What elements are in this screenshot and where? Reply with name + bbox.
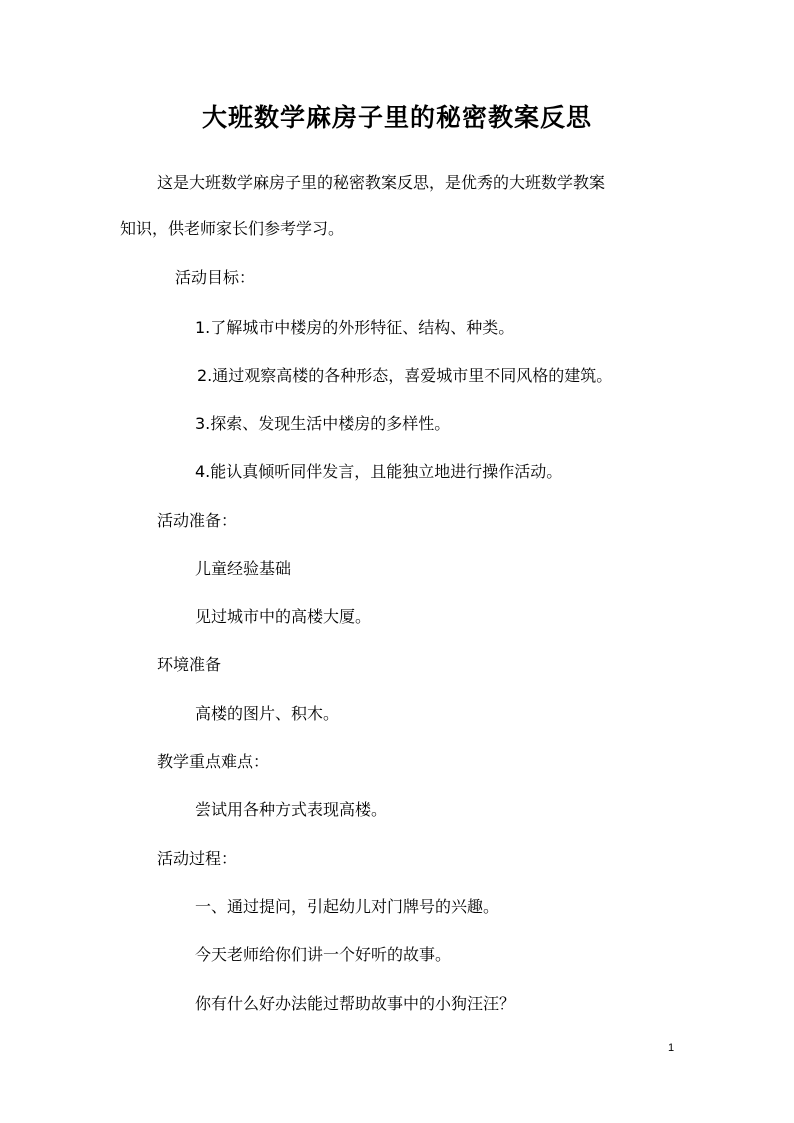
- page-number: 1: [668, 1042, 675, 1054]
- prep-environment-heading: 环境准备: [157, 655, 222, 674]
- section-heading-goals: 活动目标：: [175, 268, 256, 287]
- process-step-1: 一、通过提问，引起幼儿对门牌号的兴趣。: [195, 897, 500, 916]
- prep-environment-text: 高楼的图片、积木。: [195, 704, 340, 723]
- prep-experience-text: 见过城市中的高楼大厦。: [195, 607, 372, 626]
- process-step-2: 今天老师给你们讲一个好听的故事。: [195, 945, 452, 964]
- intro-line-2: 知识，供老师家长们参考学习。: [120, 219, 345, 238]
- process-step-3: 你有什么好办法能过帮助故事中的小狗汪汪？: [195, 994, 516, 1013]
- section-heading-prep: 活动准备：: [157, 511, 238, 530]
- prep-experience-heading: 儿童经验基础: [195, 559, 292, 578]
- intro-line-1: 这是大班数学麻房子里的秘密教案反思，是优秀的大班数学教案: [157, 173, 606, 192]
- key-points-text: 尝试用各种方式表现高楼。: [195, 800, 388, 819]
- document-title: 大班数学麻房子里的秘密教案反思: [201, 103, 592, 132]
- section-heading-process: 活动过程：: [157, 849, 238, 868]
- section-heading-key: 教学重点难点：: [157, 752, 270, 771]
- goal-item-2: 2.通过观察高楼的各种形态，喜爱城市里不同风格的建筑。: [197, 366, 613, 385]
- goal-item-4: 4.能认真倾听同伴发言，且能独立地进行操作活动。: [195, 462, 563, 481]
- goal-item-3: 3.探索、发现生活中楼房的多样性。: [195, 414, 451, 433]
- goal-item-1: 1.了解城市中楼房的外形特征、结构、种类。: [195, 318, 515, 337]
